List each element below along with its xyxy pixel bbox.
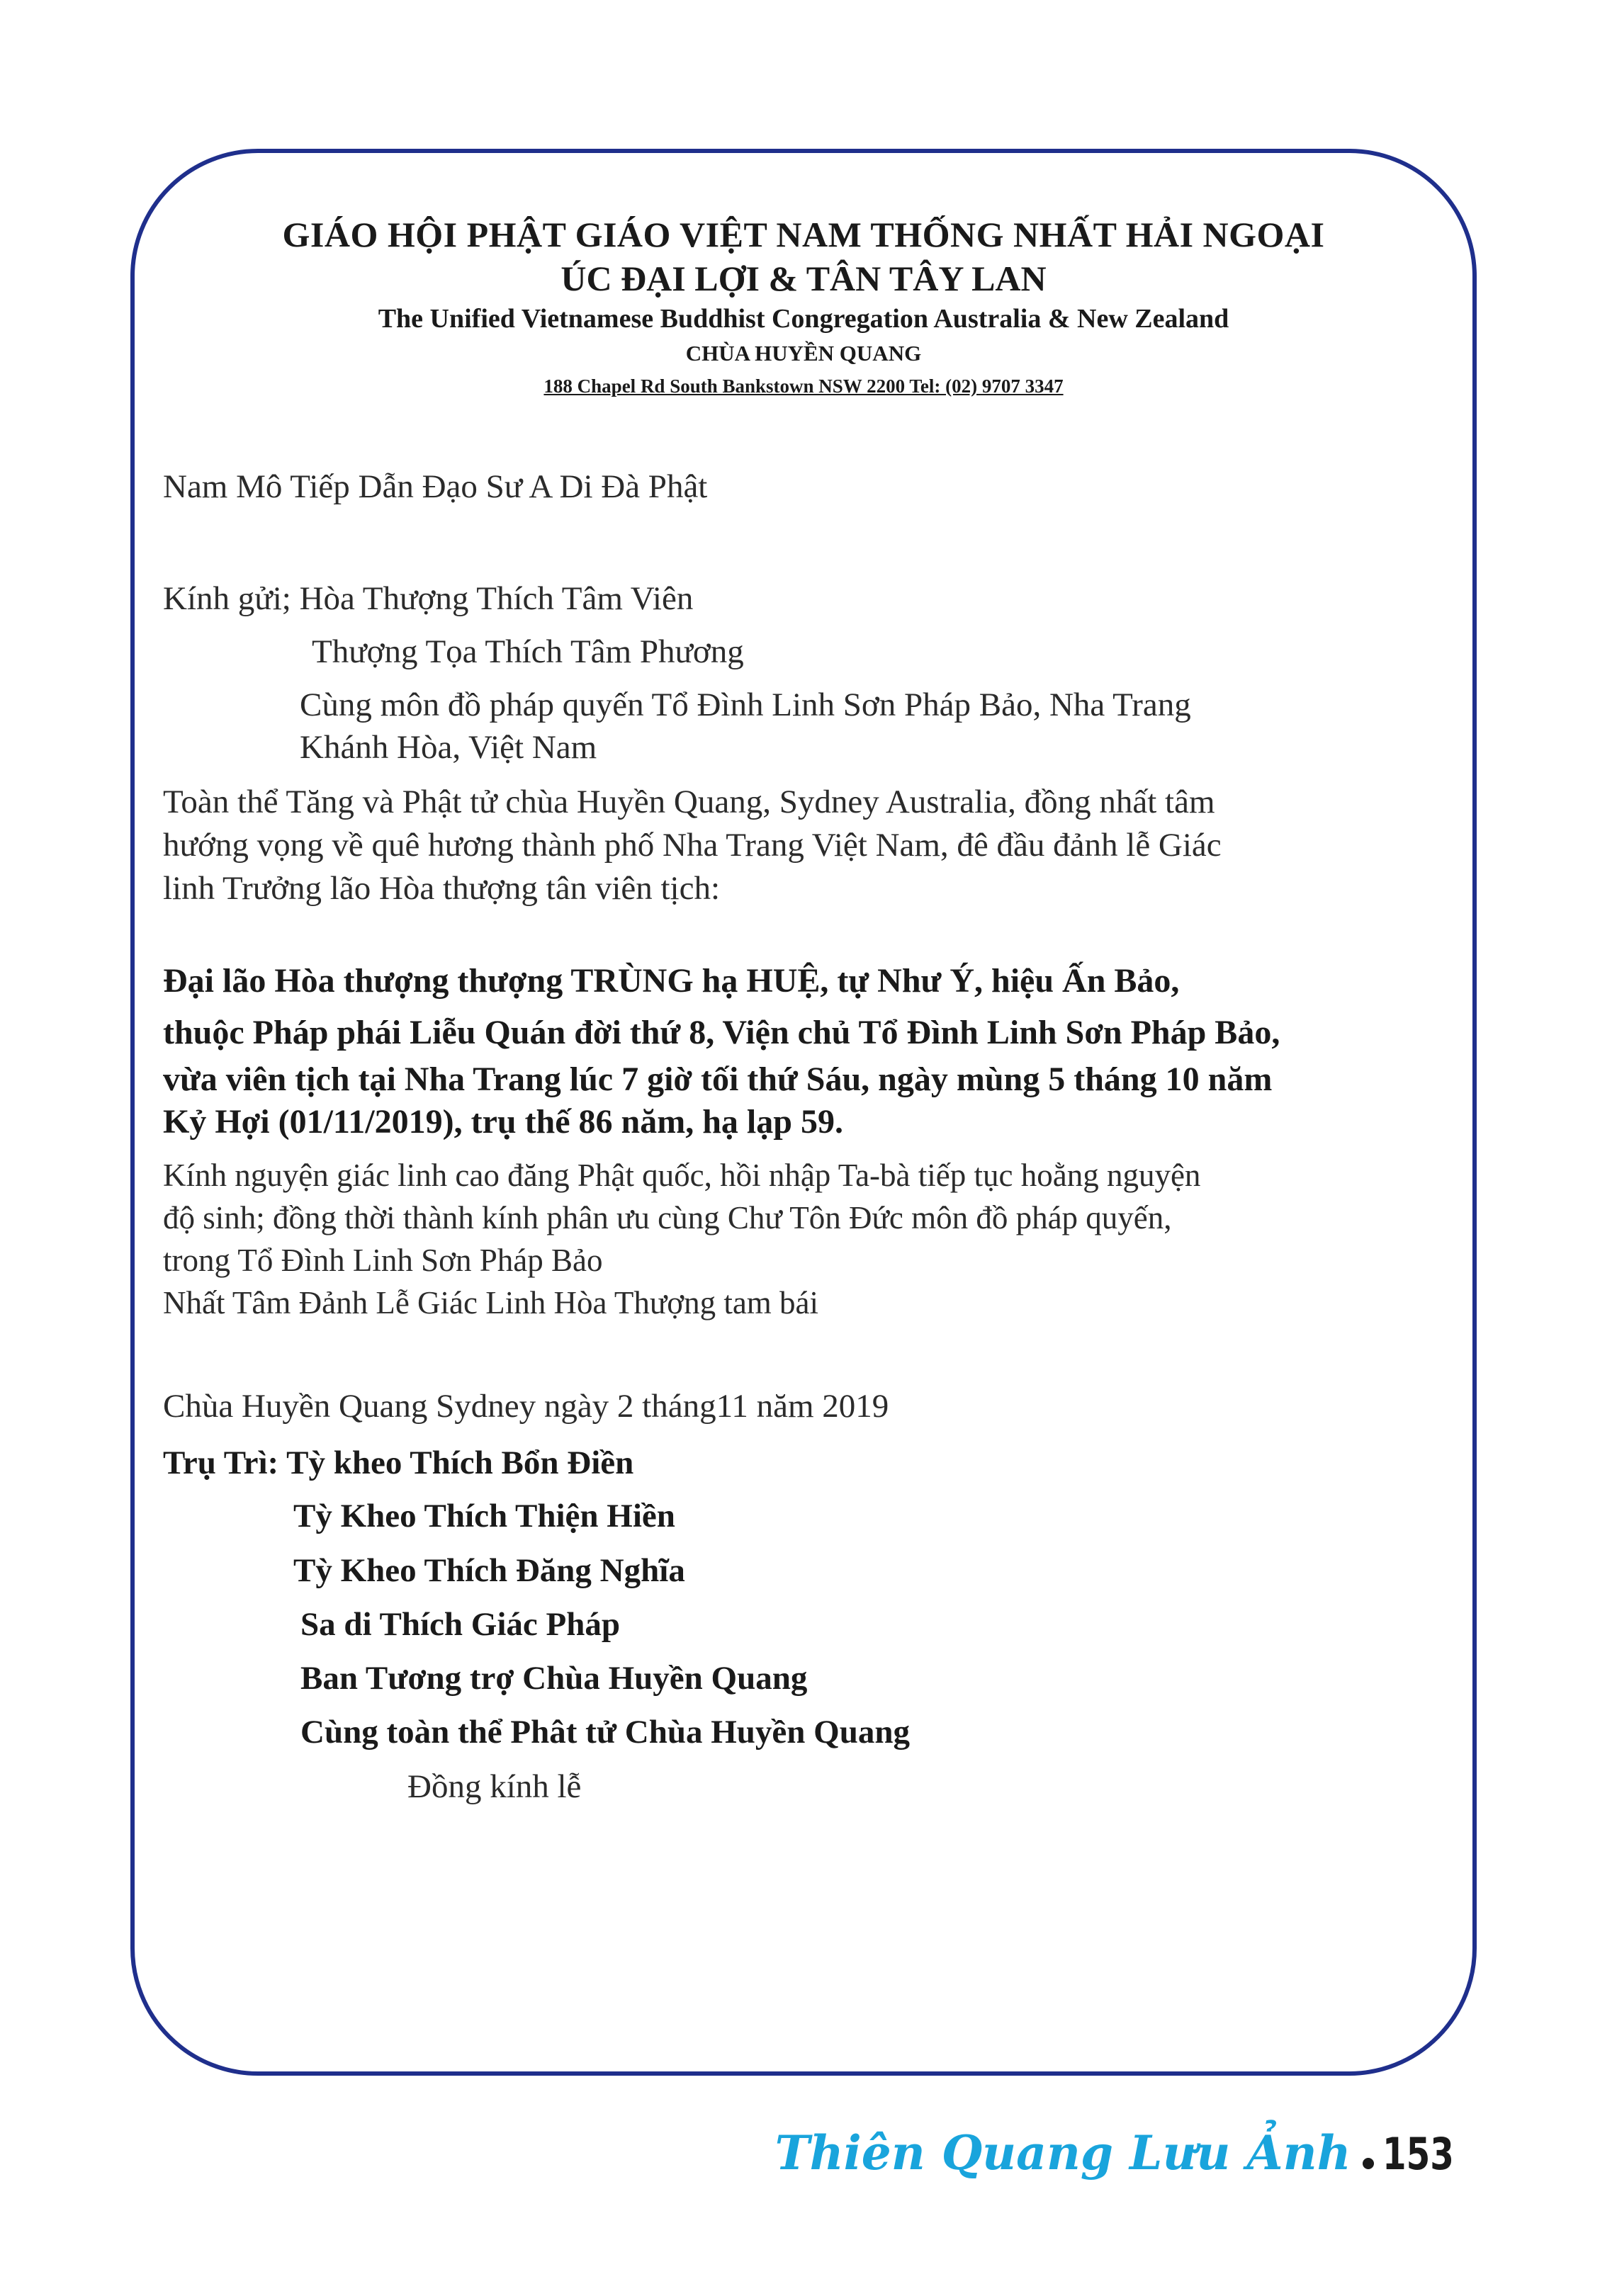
page-footer (775, 2125, 1474, 2189)
signatory-2: Tỳ Kheo Thích Thiện Hiền (293, 1498, 675, 1534)
recipient-line-1: Kính gửi; Hòa Thượng Thích Tâm Viên (163, 580, 694, 617)
recipient-line-4: Khánh Hòa, Việt Nam (300, 729, 597, 766)
recipient-line-3: Cùng môn đồ pháp quyến Tổ Đình Linh Sơn Pháp Bảo, Nha Trang (300, 686, 1191, 723)
intro-line-2: hướng vọng về quê hương thành phố Nha Trang Việt Nam, đê đầu đảnh lễ Giác (163, 827, 1222, 864)
closing: Đồng kính lễ (407, 1768, 582, 1805)
signatory-6: Cùng toàn thể Phât tử Chùa Huyền Quang (300, 1714, 911, 1751)
dateline: Chùa Huyền Quang Sydney ngày 2 tháng11 năm 2019 (163, 1388, 889, 1425)
letterhead-org-name: GIÁO HỘI PHẬT GIÁO VIỆT NAM THỐNG NHẤT HẢI NGOẠI (282, 215, 1325, 254)
letterhead-temple-name: CHÙA HUYỀN QUANG (685, 341, 922, 366)
announcement-line-3: vừa viên tịch tại Nha Trang lúc 7 giờ tối thứ Sáu, ngày mùng 5 tháng 10 năm (163, 1061, 1273, 1098)
letterhead-address: 188 Chapel Rd South Bankstown NSW 2200 Tel: (02) 9707 3347 (543, 375, 1064, 397)
signatory-3: Tỳ Kheo Thích Đăng Nghĩa (293, 1552, 685, 1589)
announcement-line-1: Đại lão Hòa thượng thượng TRÙNG hạ HUỆ, tự Như Ý, hiệu Ấn Bảo, (163, 962, 1180, 1000)
intro-line-3: linh Trưởng lão Hòa thượng tân viên tịch: (163, 870, 721, 907)
intro-line-1: Toàn thể Tăng và Phật tử chùa Huyền Quang, Sydney Australia, đồng nhất tâm (163, 784, 1215, 820)
recipient-line-2: Thượng Tọa Thích Tâm Phương (312, 633, 744, 670)
invocation: Nam Mô Tiếp Dẫn Đạo Sư A Di Đà Phật (163, 468, 708, 505)
prayer-line-1: Kính nguyện giác linh cao đăng Phật quốc, hồi nhập Ta-bà tiếp tục hoằng nguyện (163, 1158, 1201, 1193)
letterhead-english-name: The Unified Vietnamese Buddhist Congregation Australia & New Zealand (378, 304, 1229, 334)
signatory-5: Ban Tương trợ Chùa Huyền Quang (300, 1660, 808, 1697)
announcement-line-4: Kỷ Hợi (01/11/2019), trụ thế 86 năm, hạ lạp 59. (163, 1103, 843, 1141)
publication-title: Thiên Quang Lưu Ảnh (774, 2125, 1351, 2181)
prayer-line-2: độ sinh; đồng thời thành kính phân ưu cùng Chư Tôn Đức môn đồ pháp quyến, (163, 1200, 1172, 1235)
signatory-abbot: Trụ Trì: Tỳ kheo Thích Bổn Điền (163, 1444, 634, 1481)
prayer-line-3: trong Tổ Đình Linh Sơn Pháp Bảo (163, 1243, 603, 1278)
prayer-line-4: Nhất Tâm Đảnh Lễ Giác Linh Hòa Thượng tam bái (163, 1285, 819, 1321)
letterhead-region: ÚC ĐẠI LỢI & TÂN TÂY LAN (560, 259, 1047, 298)
bullet-separator-icon (1363, 2158, 1374, 2169)
announcement-line-2: thuộc Pháp phái Liễu Quán đời thứ 8, Viện chủ Tổ Đình Linh Sơn Pháp Bảo, (163, 1014, 1280, 1051)
page-number: 153 (1382, 2128, 1454, 2180)
signatory-4: Sa di Thích Giác Pháp (300, 1606, 620, 1643)
letterhead (130, 213, 1477, 402)
